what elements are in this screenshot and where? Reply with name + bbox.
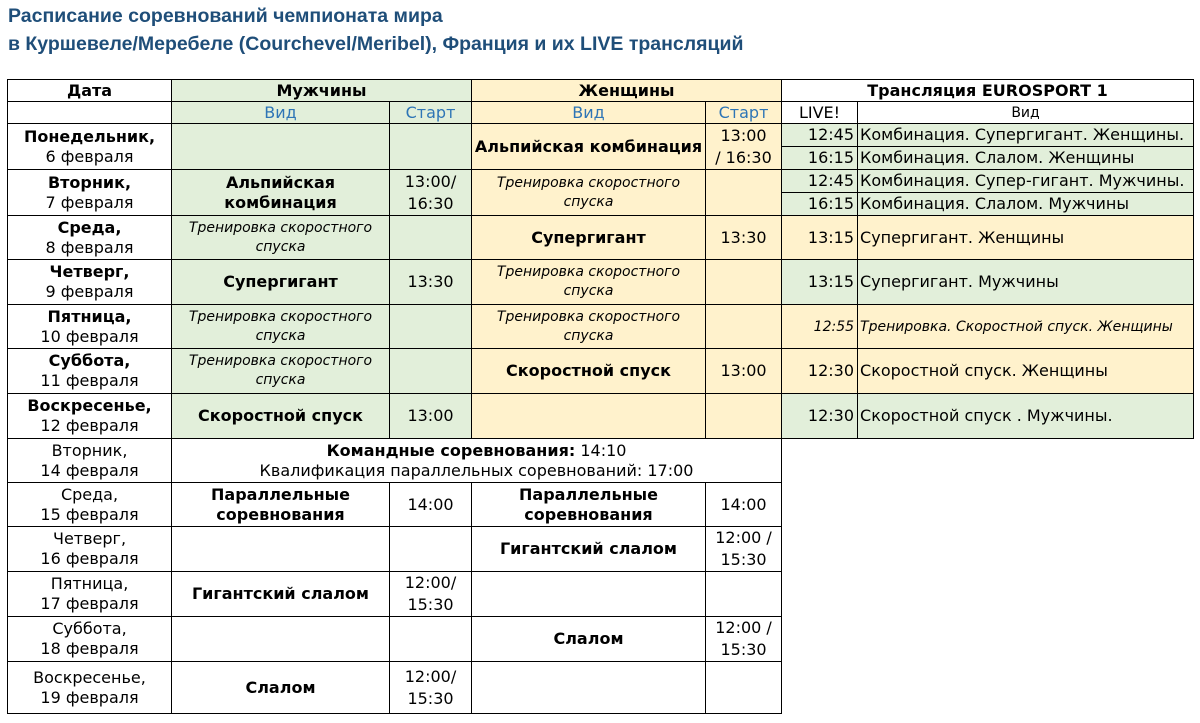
men-start (390, 216, 472, 260)
broadcast-event: Скоростной спуск. Женщины (858, 349, 1194, 394)
page-title (8, 2, 743, 58)
qualification-line: Квалификация параллельных соревнований: 17:00 (259, 460, 694, 480)
broadcast-event: Супергигант. Женщины (858, 216, 1194, 260)
date-cell: Пятница, 10 февраля (8, 305, 172, 349)
broadcast-time: 12:30 (782, 394, 858, 439)
table-row (8, 439, 1194, 483)
broadcast-time: 12:45 (782, 124, 858, 147)
table-row (8, 170, 1194, 193)
header-broadcast-type: Вид (858, 102, 1194, 124)
date-cell: Суббота, 18 февраля (8, 617, 172, 662)
women-start: 13:00 (706, 349, 782, 394)
women-event: Тренировка скоростного спуска (472, 305, 706, 349)
date-cell: Воскресенье, 12 февраля (8, 394, 172, 439)
header-women-type: Вид (472, 102, 706, 124)
broadcast-event: Комбинация. Супергигант. Женщины. (858, 124, 1194, 147)
women-event: Тренировка скоростного спуска (472, 260, 706, 305)
women-event: Супергигант (472, 216, 706, 260)
broadcast-time: 16:15 (782, 193, 858, 216)
men-event: Альпийская комбинация (172, 170, 390, 216)
women-start: 13:00 / 16:30 (706, 124, 782, 170)
broadcast-event: Скоростной спуск . Мужчины. (858, 394, 1194, 439)
table-row (8, 349, 1194, 394)
header-men: Мужчины (172, 80, 472, 102)
day-date: 6 февраля (45, 146, 134, 166)
men-event: Тренировка скоростного спуска (172, 305, 390, 349)
women-event: Тренировка скоростного спуска (472, 170, 706, 216)
broadcast-time: 12:55 (782, 305, 858, 349)
broadcast-event: Комбинация. Слалом. Женщины (858, 147, 1194, 170)
men-event: Супергигант (172, 260, 390, 305)
date-cell: Вторник, 14 февраля (8, 439, 172, 483)
date-cell: Воскресенье, 19 февраля (8, 662, 172, 714)
men-event: Слалом (172, 662, 390, 714)
broadcast-event: Комбинация. Слалом. Мужчины (858, 193, 1194, 216)
men-start: 13:30 (390, 260, 472, 305)
header-men-start: Старт (390, 102, 472, 124)
men-event: Скоростной спуск (172, 394, 390, 439)
title-line-1: Расписание соревнований чемпионата мира (8, 5, 443, 27)
men-event (172, 527, 390, 572)
men-start (390, 617, 472, 662)
table-row (8, 483, 1194, 527)
broadcast-event: Супергигант. Мужчины (858, 260, 1194, 305)
table-row (8, 662, 1194, 714)
header-women-start: Старт (706, 102, 782, 124)
women-start: 12:00 / 15:30 (706, 527, 782, 572)
header-live: LIVE! (782, 102, 858, 124)
header-women: Женщины (472, 80, 782, 102)
date-cell: Вторник, 7 февраля (8, 170, 172, 216)
broadcast-time: 12:30 (782, 349, 858, 394)
women-start (706, 260, 782, 305)
table-row (8, 572, 1194, 617)
women-start (706, 305, 782, 349)
men-event (172, 617, 390, 662)
table-row (8, 260, 1194, 305)
broadcast-event: Тренировка. Скоростной спуск. Женщины (858, 305, 1194, 349)
women-event: Скоростной спуск (472, 349, 706, 394)
women-event (472, 394, 706, 439)
women-start (706, 662, 782, 714)
date-cell: Четверг, 9 февраля (8, 260, 172, 305)
men-start (390, 305, 472, 349)
women-start (706, 170, 782, 216)
date-cell: Среда, 15 февраля (8, 483, 172, 527)
men-event (172, 124, 390, 170)
header-men-type: Вид (172, 102, 390, 124)
men-start: 13:00 (390, 394, 472, 439)
day-name: Понедельник, (23, 126, 156, 146)
women-event: Параллельные соревнования (472, 483, 706, 527)
women-event: Гигантский слалом (472, 527, 706, 572)
table-row (8, 216, 1194, 260)
team-event-cell (172, 439, 782, 483)
date-cell (8, 124, 172, 170)
team-event-time: 14:10 (575, 440, 627, 460)
broadcast-time: 13:15 (782, 260, 858, 305)
men-start (390, 349, 472, 394)
men-event: Параллельные соревнования (172, 483, 390, 527)
date-cell: Пятница, 17 февраля (8, 572, 172, 617)
women-event: Слалом (472, 617, 706, 662)
men-start: 12:00/ 15:30 (390, 662, 472, 714)
team-event-title: Командные соревнования: (326, 440, 576, 460)
women-start (706, 572, 782, 617)
table-row (8, 394, 1194, 439)
table-row (8, 305, 1194, 349)
table-row (8, 527, 1194, 572)
date-cell: Суббота, 11 февраля (8, 349, 172, 394)
header-date-blank (8, 102, 172, 124)
broadcast-event: Комбинация. Супер-гигант. Мужчины. (858, 170, 1194, 193)
broadcast-time: 13:15 (782, 216, 858, 260)
title-line-2: в Куршевеле/Меребеле (Courchevel/Meribel), Франция и их LIVE трансляций (8, 33, 744, 55)
men-start: 13:00/ 16:30 (390, 170, 472, 216)
men-event: Гигантский слалом (172, 572, 390, 617)
men-start (390, 527, 472, 572)
women-event (472, 662, 706, 714)
women-start: 13:30 (706, 216, 782, 260)
women-event (472, 572, 706, 617)
date-cell: Четверг, 16 февраля (8, 527, 172, 572)
men-start: 14:00 (390, 483, 472, 527)
table-row (8, 124, 1194, 147)
men-start: 12:00/ 15:30 (390, 572, 472, 617)
men-event: Тренировка скоростного спуска (172, 216, 390, 260)
broadcast-time: 16:15 (782, 147, 858, 170)
header-broadcast: Трансляция EUROSPORT 1 (782, 80, 1194, 102)
schedule-table (7, 79, 1194, 714)
women-event: Альпийская комбинация (472, 124, 706, 170)
men-start (390, 124, 472, 170)
broadcast-time: 12:45 (782, 170, 858, 193)
women-start: 12:00 / 15:30 (706, 617, 782, 662)
women-start: 14:00 (706, 483, 782, 527)
women-start (706, 394, 782, 439)
header-date: Дата (8, 80, 172, 102)
table-row (8, 617, 1194, 662)
men-event: Тренировка скоростного спуска (172, 349, 390, 394)
date-cell: Среда, 8 февраля (8, 216, 172, 260)
